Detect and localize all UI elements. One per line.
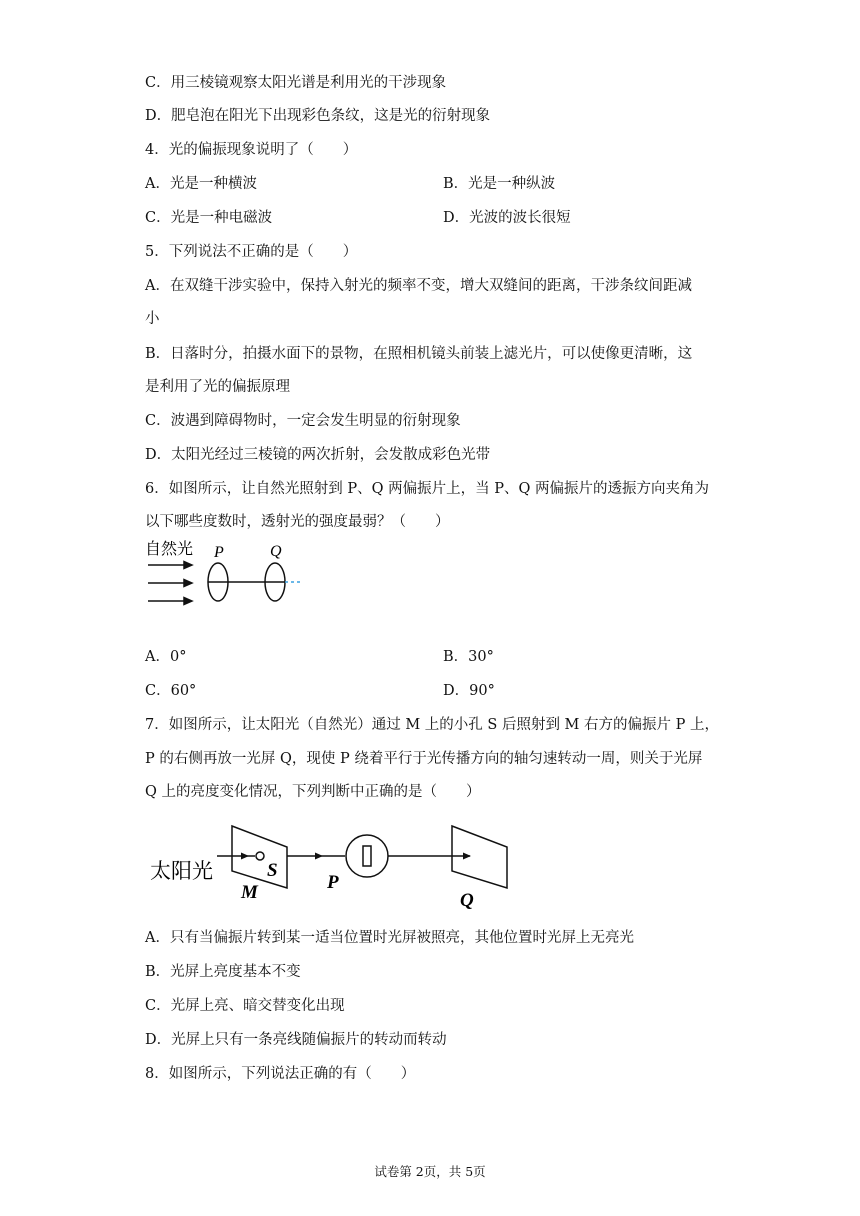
question-7-line2: P 的右侧再放一光屏 Q，现使 P 绕着平行于光传播方向的轴匀速转动一周，则关于光屏 <box>145 751 703 767</box>
fig7-label-m: M <box>241 882 258 903</box>
q5-option-a-line1: A．在双缝干涉实验中，保持入射光的频率不变，增大双缝间的距离，干涉条纹间距减 <box>145 278 692 294</box>
fig7-label-s: S <box>267 860 278 881</box>
q5-option-b-line2: 是利用了光的偏振原理 <box>145 379 290 395</box>
fig7-pinhole-s <box>256 852 264 860</box>
q5-option-c: C．波遇到障碍物时，一定会发生明显的衍射现象 <box>145 413 461 429</box>
question-8: 8．如图所示，下列说法正确的有（ ） <box>145 1066 416 1082</box>
fig6-arrows <box>148 562 192 605</box>
q7-option-a: A．只有当偏振片转到某一适当位置时光屏被照亮，其他位置时光屏上无亮光 <box>145 930 634 946</box>
q7-option-c: C．光屏上亮、暗交替变化出现 <box>145 998 345 1014</box>
q4-option-a: A．光是一种横波 <box>145 176 257 192</box>
fig6-label-p: P <box>214 544 224 561</box>
question-5: 5．下列说法不正确的是（ ） <box>145 244 358 260</box>
q7-option-b: B．光屏上亮度基本不变 <box>145 964 301 980</box>
q5-option-b-line1: B．日落时分，拍摄水面下的景物，在照相机镜头前装上滤光片，可以使像更清晰，这 <box>145 346 693 362</box>
question-4: 4．光的偏振现象说明了（ ） <box>145 142 358 158</box>
fig7-label-p: P <box>327 872 339 893</box>
figure-6-polarizers <box>140 535 310 610</box>
q4-option-b: B．光是一种纵波 <box>443 176 556 192</box>
fig6-label-q: Q <box>270 543 282 560</box>
fig7-polarizer-slit <box>363 846 371 866</box>
fig7-screen-q <box>452 826 507 888</box>
fig6-label-natural-light: 自然光 <box>145 539 194 558</box>
q7-option-d: D．光屏上只有一条亮线随偏振片的转动而转动 <box>145 1032 447 1048</box>
q4-option-d: D．光波的波长很短 <box>443 210 571 226</box>
question-6-line2: 以下哪些度数时，透射光的强度最弱？（ ） <box>145 514 450 530</box>
q5-option-a-line2: 小 <box>145 311 160 327</box>
question-6-line1: 6．如图所示，让自然光照射到 P、Q 两偏振片上，当 P、Q 两偏振片的透振方向夹角为 <box>145 481 709 497</box>
page-footer: 试卷第 2页，共 5页 <box>374 1164 486 1179</box>
option-d-q3: D．肥皂泡在阳光下出现彩色条纹，这是光的衍射现象 <box>145 108 491 124</box>
fig7-polarizer-p <box>346 835 388 877</box>
fig7-label-q: Q <box>460 890 474 911</box>
question-7-line1: 7．如图所示，让太阳光（自然光）通过 M 上的小孔 S 后照射到 M 右方的偏振片 P 上， <box>145 717 719 733</box>
q6-option-a: A．0° <box>145 649 187 665</box>
option-c-q3: C．用三棱镜观察太阳光谱是利用光的干涉现象 <box>145 75 447 91</box>
figure-7-apparatus <box>145 820 515 915</box>
q6-option-d: D．90° <box>443 683 495 699</box>
fig7-label-sunlight: 太阳光 <box>150 859 213 883</box>
q6-option-c: C．60° <box>145 683 197 699</box>
q4-option-c: C．光是一种电磁波 <box>145 210 273 226</box>
question-7-line3: Q 上的亮度变化情况，下列判断中正确的是（ ） <box>145 784 481 800</box>
q6-option-b: B．30° <box>443 649 494 665</box>
q5-option-d: D．太阳光经过三棱镜的两次折射，会发散成彩色光带 <box>145 447 491 463</box>
